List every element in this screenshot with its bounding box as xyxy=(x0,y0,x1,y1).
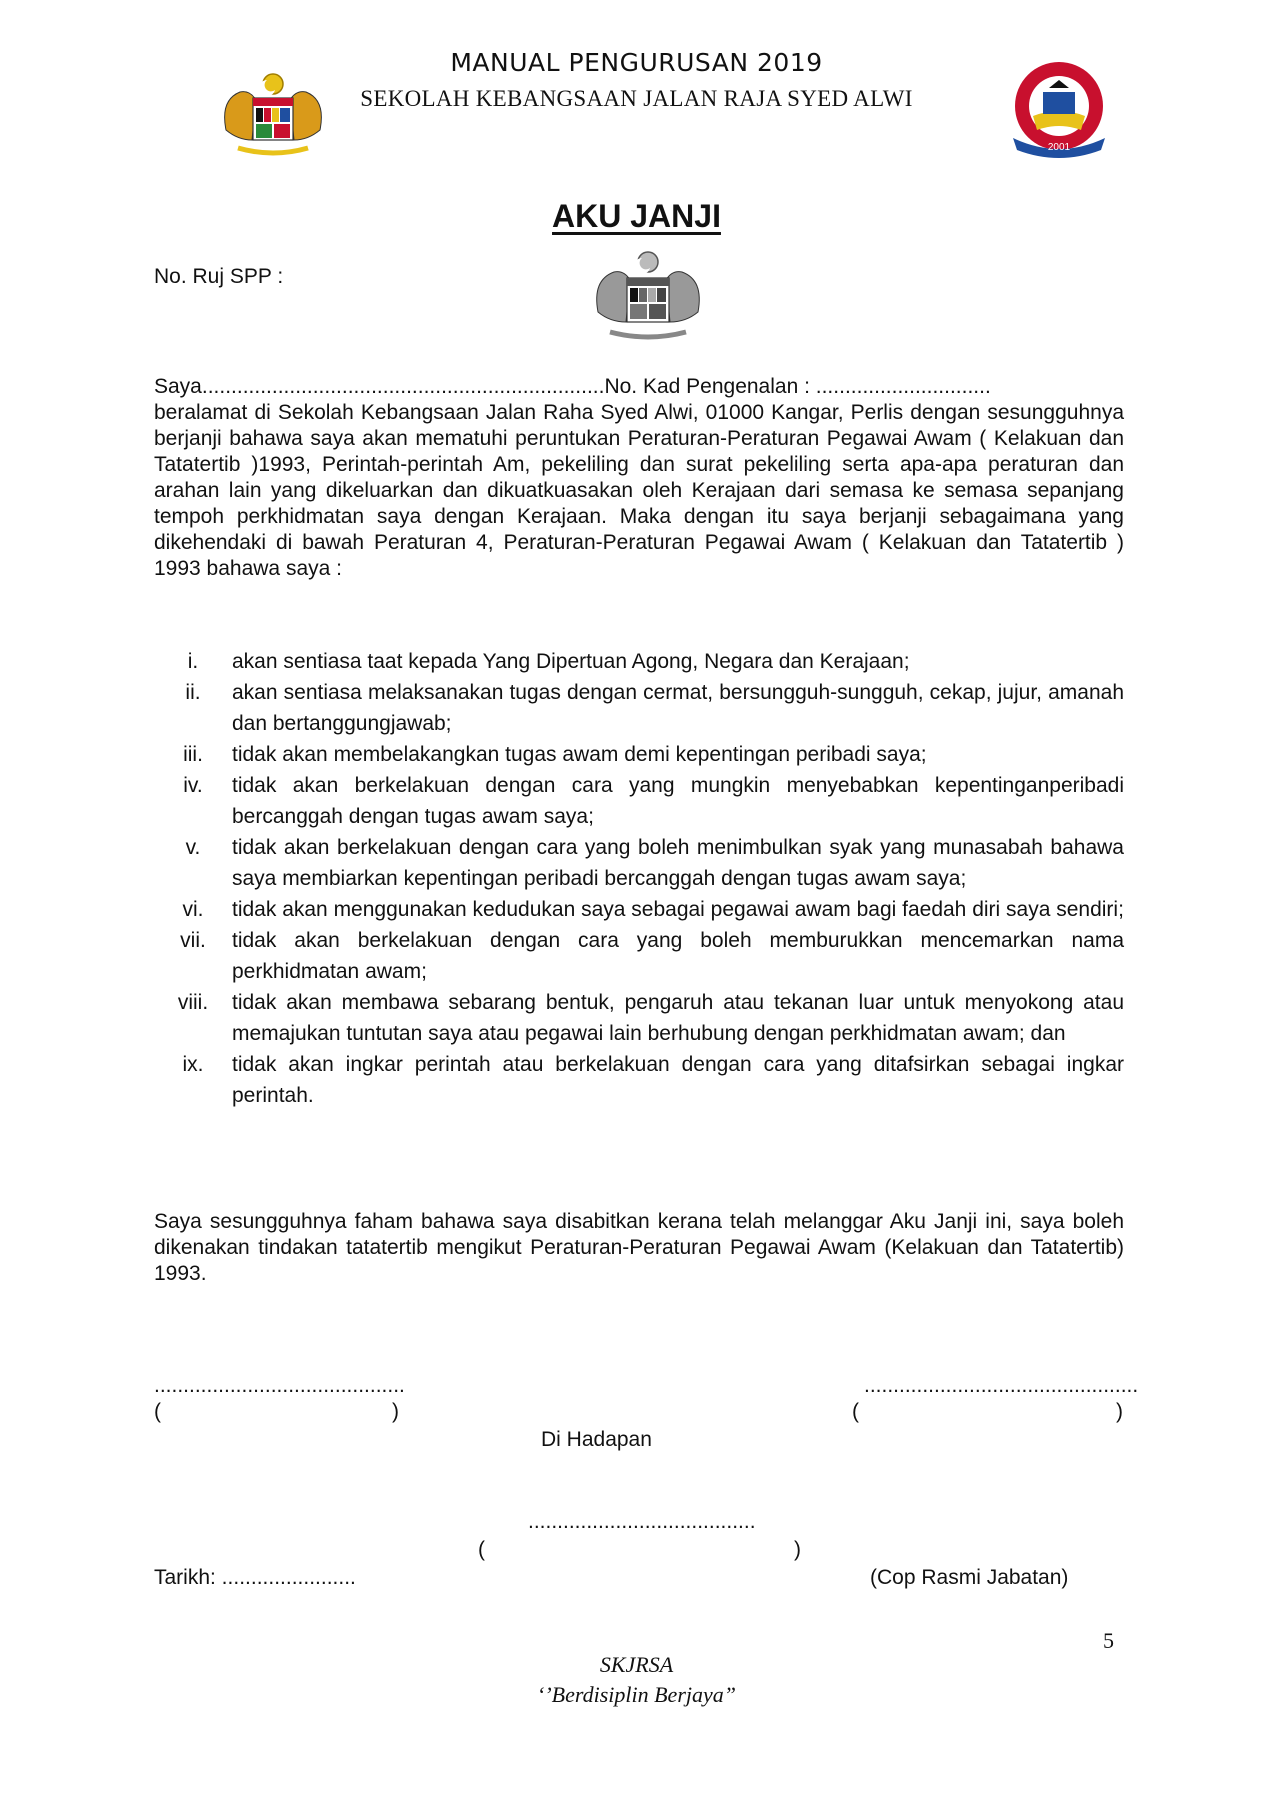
list-item: vi. tidak akan menggunakan kedudukan saya sebagai pegawai awam bagi faedah diri saya sendiri; xyxy=(182,898,1124,921)
coat-of-arms-logo xyxy=(218,70,328,160)
list-item: ix. tidak akan ingkar perintah atau berkelakuan dengan cara yang ditafsirkan sebagai ingkar perintah. xyxy=(182,1053,1124,1107)
header-school-name: SEKOLAH KEBANGSAAN JALAN RAJA SYED ALWI xyxy=(360,86,913,111)
official-stamp-label: (Cop Rasmi Jabatan) xyxy=(870,1566,1069,1589)
list-item: vii. tidak akan berkelakuan dengan cara yang boleh memburukkan mencemarkan nama perkhidmatan awam; xyxy=(180,929,1124,983)
footer-school-code: SKJRSA xyxy=(599,1652,674,1677)
school-logo xyxy=(1003,58,1115,160)
document-title: AKU JANJI xyxy=(552,198,721,234)
name-paren-right-close: ) xyxy=(1116,1400,1123,1423)
footer-motto: ‘’Berdisiplin Berjaya” xyxy=(537,1682,736,1707)
name-paren-left-open: ( xyxy=(154,1400,161,1423)
list-item: iii. tidak akan membelakangkan tugas awam demi kepentingan peribadi saya; xyxy=(183,743,927,766)
witness-signature-line: ....................................... xyxy=(528,1510,756,1533)
coat-of-arms-center-logo xyxy=(588,248,708,348)
reference-number-label: No. Ruj SPP : xyxy=(154,265,284,288)
list-item: ii. akan sentiasa melaksanakan tugas dengan cermat, bersungguh-sungguh, cekap, jujur, amanah dan bertanggungjawab; xyxy=(185,681,1124,735)
school-logo-year: 2001 xyxy=(1047,142,1071,153)
closing-paragraph: Saya sesungguhnya faham bahawa saya disabitkan kerana telah melanggar Aku Janji ini, saya boleh dikenakan tindakan tatatertib mengikut Peraturan-Peraturan Pegawai Awam (Kelakuan dan Tatatertib) 1993. xyxy=(154,1210,1124,1285)
list-item: i. akan sentiasa taat kepada Yang Dipertuan Agong, Negara dan Kerajaan; xyxy=(187,650,910,673)
witness-label: Di Hadapan xyxy=(541,1428,652,1451)
signature-line-left: ........................................... xyxy=(154,1374,405,1397)
promise-list xyxy=(154,646,1124,1111)
list-item: viii. tidak akan membawa sebarang bentuk, pengaruh atau tekanan luar untuk menyokong atau memajukan tuntutan saya atau pegawai lain berhubung dengan perkhidmatan awam; dan xyxy=(177,991,1124,1045)
date-label: Tarikh: ....................... xyxy=(154,1566,356,1589)
opening-paragraph: beralamat di Sekolah Kebangsaan Jalan Raha Syed Alwi, 01000 Kangar, Perlis dengan sesungguhnya berjanji bahawa saya akan mematuhi peruntukan Peraturan-Peraturan Pegawai Awam ( Kelakuan dan Tatatertib )1993, Perintah-perintah Am, pekeliling dan surat pekeliling serta apa-apa peraturan dan arahan lain yang dikeluarkan dan dikuatkuasakan oleh Kerajaan dari semasa ke semasa sepanjang tempoh perkhidmatan saya dengan Kerajaan. Maka dengan itu saya berjanji sebagaimana yang dikehendaki di bawah Peraturan 4, Peraturan-Peraturan Pegawai Awam ( Kelakuan dan Tatatertib ) 1993 bahawa saya : xyxy=(154,401,1124,580)
list-item: v. tidak akan berkelakuan dengan cara yang boleh menimbulkan syak yang munasabah bahawa saya membiarkan kepentingan peribadi bercanggah dengan tugas awam saya; xyxy=(185,836,1124,890)
name-ic-line: Saya.....................................................................No. Kad Pengenalan : .............................. xyxy=(154,375,991,398)
signature-line-right: ............................................... xyxy=(864,1374,1139,1397)
name-paren-right-open: ( xyxy=(852,1400,859,1423)
page-number: 5 xyxy=(1103,1628,1114,1653)
name-paren-left-close: ) xyxy=(392,1400,399,1423)
list-item: iv. tidak akan berkelakuan dengan cara yang mungkin menyebabkan kepentinganperibadi bercanggah dengan tugas awam saya; xyxy=(183,774,1124,828)
header-title: MANUAL PENGURUSAN 2019 xyxy=(450,48,823,77)
witness-paren-close: ) xyxy=(794,1538,801,1561)
witness-paren-open: ( xyxy=(478,1538,485,1561)
